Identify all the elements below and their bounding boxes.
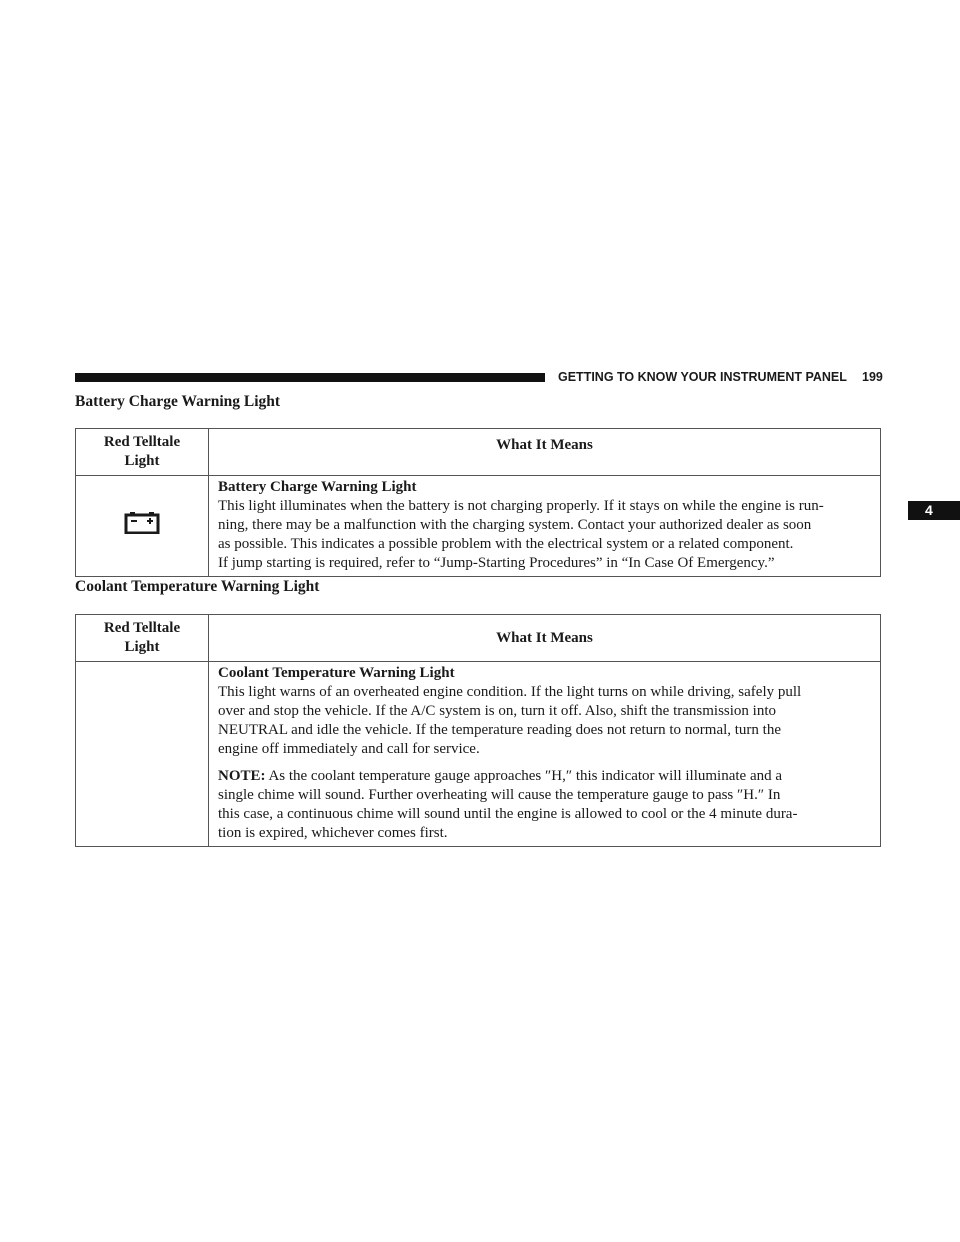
note-text: As the coolant temperature gauge approaches ″H,″ this indicator will illuminate and a — [265, 768, 783, 784]
page-number: 199 — [862, 370, 883, 384]
note-line: single chime will sound. Further overheating will cause the temperature gauge to pass ″H.″ In — [218, 787, 781, 803]
description-line: If jump starting is required, refer to “Jump-Starting Procedures” in “In Case Of Emergency.” — [218, 555, 775, 571]
telltale-icon-cell — [76, 476, 209, 577]
column-header-light — [76, 429, 209, 476]
battery-section-title: Battery Charge Warning Light — [75, 393, 281, 410]
column-header-light-line1: Red Telltale — [103, 620, 181, 636]
column-header-what-it-means: What It Means — [209, 615, 881, 662]
coolant-telltale-table — [75, 614, 881, 847]
description-line: This light illuminates when the battery is not charging properly. If it stays on while the engine is run- — [218, 498, 824, 514]
note-line: this case, a continuous chime will sound until the engine is allowed to cool or the 4 minute dura- — [218, 806, 798, 822]
column-header-light-line2: Light — [124, 453, 160, 469]
column-header-what-it-means: What It Means — [209, 429, 881, 476]
battery-telltale-table — [75, 428, 881, 577]
table-row — [76, 662, 881, 847]
header-rule — [75, 373, 545, 382]
description-line: ning, there may be a malfunction with the charging system. Contact your authorized dealer as soon — [218, 517, 812, 533]
coolant-section-title: Coolant Temperature Warning Light — [75, 578, 320, 595]
description-line: as possible. This indicates a possible problem with the electrical system or a related component. — [218, 536, 794, 552]
description-title: Coolant Temperature Warning Light — [218, 665, 455, 681]
column-header-light-line1: Red Telltale — [103, 434, 181, 450]
column-header-light — [76, 615, 209, 662]
note-line — [218, 767, 876, 786]
description-line: over and stop the vehicle. If the A/C system is on, turn it off. Also, shift the transmission into — [218, 703, 777, 719]
table-header-row — [76, 429, 881, 476]
note-label: NOTE: — [218, 768, 266, 784]
note-line: tion is expired, whichever comes first. — [218, 825, 448, 841]
battery-icon — [124, 512, 160, 534]
description-title: Battery Charge Warning Light — [218, 479, 417, 495]
description-line: This light warns of an overheated engine condition. If the light turns on while driving, safely pull — [218, 684, 802, 700]
description-line: engine off immediately and call for service. — [218, 741, 480, 757]
table-row — [76, 476, 881, 577]
chapter-tab: 4 — [908, 501, 960, 520]
running-header-title: GETTING TO KNOW YOUR INSTRUMENT PANEL — [558, 370, 847, 384]
table-header-row — [76, 615, 881, 662]
telltale-icon-cell — [76, 662, 209, 847]
telltale-description-cell — [209, 476, 881, 577]
telltale-description-cell — [209, 662, 881, 847]
column-header-light-line2: Light — [124, 639, 160, 655]
description-line: NEUTRAL and idle the vehicle. If the temperature reading does not return to normal, turn the — [218, 722, 782, 738]
